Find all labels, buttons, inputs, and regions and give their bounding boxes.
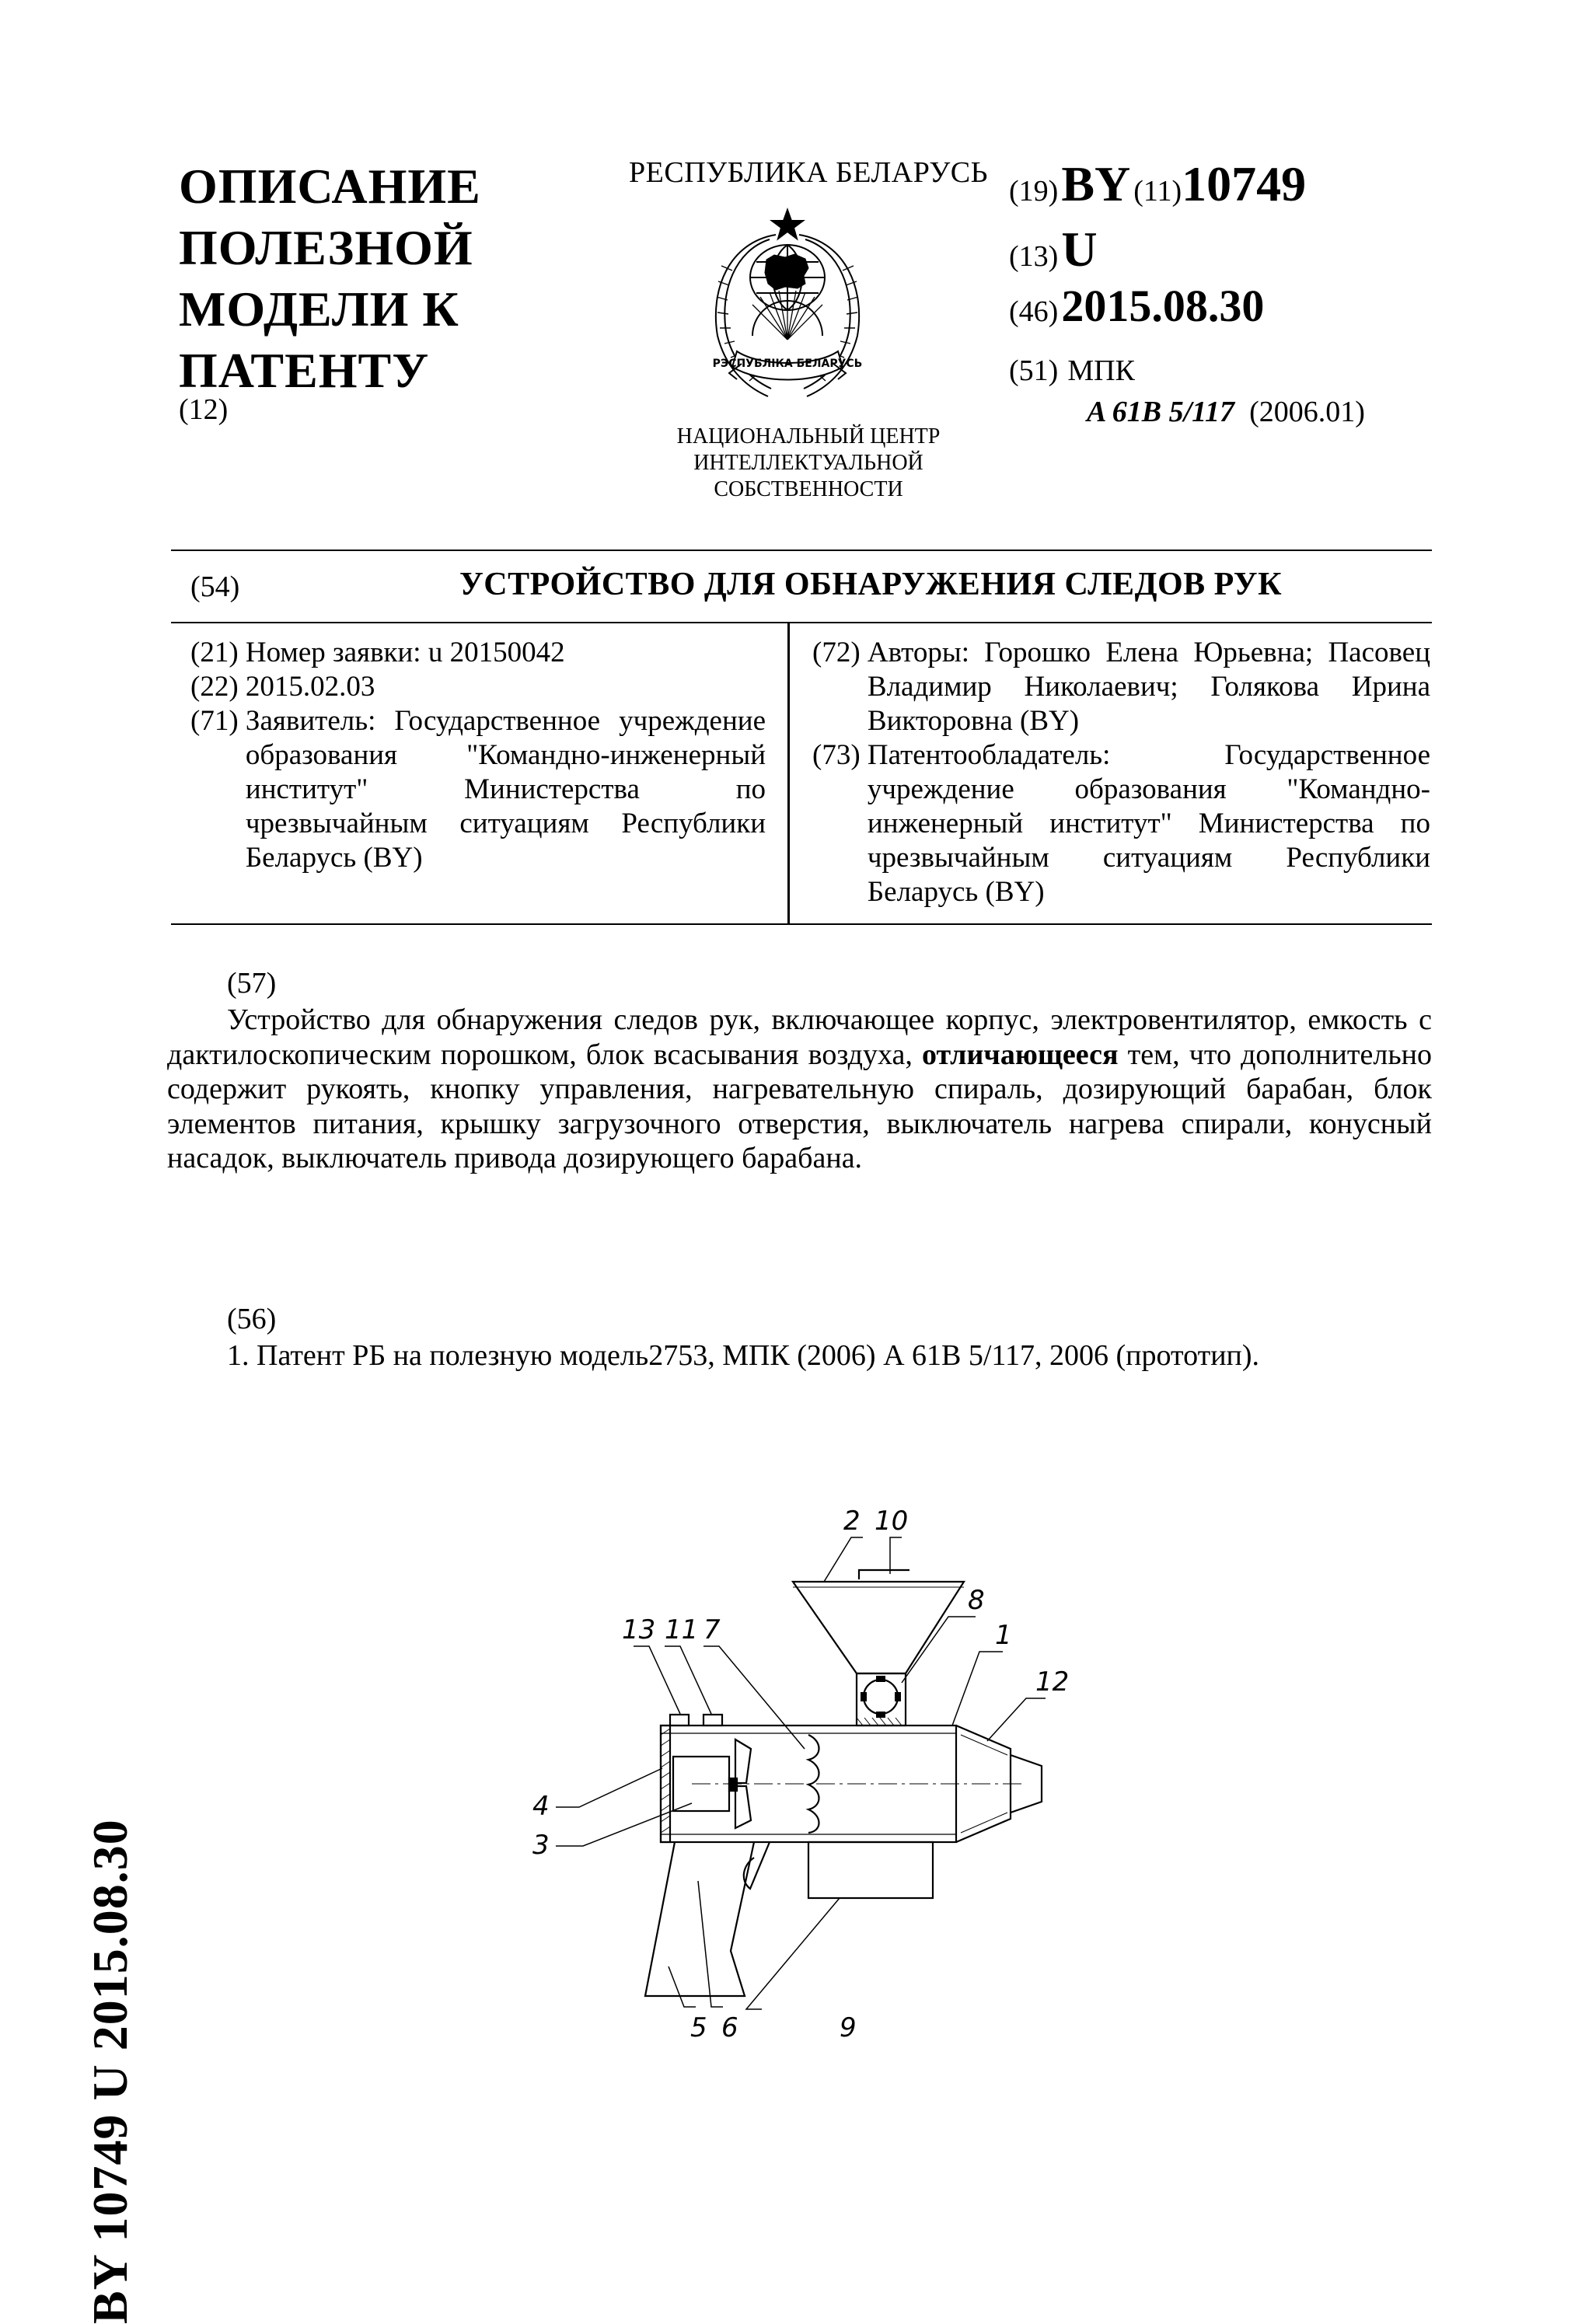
dosing-drum [864, 1680, 898, 1714]
label-4: 4 [532, 1791, 550, 1822]
title-rule [171, 622, 1432, 623]
label-8: 8 [968, 1585, 985, 1616]
label-9: 9 [840, 2012, 857, 2043]
control-button [670, 1715, 689, 1726]
mpk-classification [1087, 395, 1365, 429]
code-71: (71) [190, 705, 239, 737]
column-divider [787, 622, 790, 923]
heater-switch [703, 1715, 722, 1726]
code-54: (54) [190, 571, 240, 603]
label-13: 13 [622, 1614, 656, 1645]
mpk-label: МПК [1067, 354, 1135, 387]
mpk-row [1009, 354, 1135, 388]
handle [645, 1842, 754, 1996]
country-code: BY [1061, 156, 1131, 211]
code-73: (73) [812, 739, 861, 771]
fan-blade [735, 1786, 751, 1828]
abstract-part: тем, что дополнительно содержит рукоять, кнопку управления, нагревательную спираль, дозирующий барабан, блок элементов питания, крышку загрузочного отверстия, выключатель нагрева спирали, конусный насадок, выключатель привода дозирующего барабана. [167, 1038, 1432, 1174]
document-title-line: ОПИСАНИЕ [179, 159, 481, 214]
publication-date: 2015.08.30 [1061, 281, 1265, 331]
code-13: (13) [1009, 240, 1059, 273]
authors-column [812, 636, 1430, 909]
applicant-column [190, 636, 766, 875]
battery-block [808, 1842, 933, 1898]
mpk-version: (2006.01) [1249, 396, 1365, 428]
label-11: 11 [665, 1614, 699, 1645]
label-12: 12 [1035, 1666, 1070, 1698]
label-7: 7 [703, 1614, 721, 1645]
invention-title: УСТРОЙСТВО ДЛЯ ОБНАРУЖЕНИЯ СЛЕДОВ РУК [459, 567, 1283, 602]
fan-blade [735, 1740, 751, 1783]
code-11: (11) [1133, 175, 1182, 208]
document-title-line: МОДЕЛИ К [179, 281, 459, 337]
trigger [744, 1842, 770, 1889]
device-drawing [498, 1492, 1119, 2114]
belarus-coat-of-arms-icon [690, 204, 885, 421]
entry-73 [812, 738, 1430, 909]
code-19: (19) [1009, 175, 1059, 208]
side-patent-id: BY 10749 U 2015.08.30 [82, 1819, 138, 2324]
entry-22 [190, 670, 766, 704]
label-1: 1 [995, 1620, 1012, 1651]
mpk-class: A 61B 5/117 [1087, 396, 1235, 428]
code-22: (22) [190, 671, 239, 703]
code-51: (51) [1009, 354, 1059, 387]
code-57: (57) [227, 967, 277, 1000]
kind-code: U [1061, 222, 1098, 277]
loading-lid [859, 1570, 909, 1579]
document-title-line: ПАТЕНТУ [179, 343, 430, 398]
applicant: Заявитель: Государственное учреждение образования "Командно-инженерный институт" Министерства по чрезвычайным ситуациям Республики Беларусь (BY) [245, 705, 766, 874]
application-number: Номер заявки: u 20150042 [245, 637, 565, 668]
center-name-line: ИНТЕЛЛЕКТУАЛЬНОЙ [693, 451, 923, 475]
code-72: (72) [812, 637, 861, 668]
code-21: (21) [190, 637, 239, 668]
patent-number-row [1009, 155, 1306, 213]
document-title-line: ПОЛЕЗНОЙ [179, 220, 473, 275]
emblem-ribbon-text: РЭСПУБЛІКА БЕЛАРУСЬ [712, 358, 863, 370]
label-10: 10 [875, 1506, 909, 1537]
center-name-line: НАЦИОНАЛЬНЫЙ ЦЕНТР [676, 424, 941, 448]
patent-holder: Патентообладатель: Государственное учреждение образования "Командно-инженерный институт" Министерства по чрезвычайным ситуациям Республики Беларусь (BY) [867, 739, 1430, 908]
bottom-rule [171, 923, 1432, 925]
abstract-bold-term: отличающееся [921, 1038, 1119, 1071]
abstract-part: Устройство для обнаружения следов рук, включающее корпус, электровентилятор, емкость с дактилоскопическим порошком, блок всасывания воздуха, [167, 1003, 1432, 1071]
label-5: 5 [690, 2012, 707, 2043]
center-name-line: СОБСТВЕННОСТИ [714, 477, 903, 501]
code-56: (56) [227, 1303, 277, 1335]
kind-row [1009, 221, 1098, 278]
entry-71 [190, 704, 766, 875]
reference-item: 1. Патент РБ на полезную модель2753, МПК (2006) А 61В 5/117, 2006 (прототип). [227, 1339, 1260, 1372]
code-46: (46) [1009, 295, 1059, 328]
filing-date: 2015.02.03 [245, 671, 375, 703]
national-center-name [614, 424, 1003, 503]
entry-72 [812, 636, 1430, 738]
top-rule [171, 550, 1432, 551]
republic-name: РЕСПУБЛИКА БЕЛАРУСЬ [629, 156, 988, 189]
authors: Авторы: Горошко Елена Юрьевна; Пасовец Владимир Николаевич; Голякова Ирина Викторовна (BY) [867, 637, 1430, 737]
label-2: 2 [843, 1506, 861, 1537]
publication-date-row [1009, 280, 1264, 332]
patent-number: 10749 [1182, 156, 1307, 211]
label-3: 3 [532, 1830, 550, 1861]
code-12: (12) [179, 393, 229, 426]
entry-21 [190, 636, 766, 670]
label-6: 6 [721, 2012, 738, 2043]
abstract-text [167, 1003, 1432, 1176]
document-title [179, 155, 614, 401]
powder-hopper [793, 1582, 964, 1673]
